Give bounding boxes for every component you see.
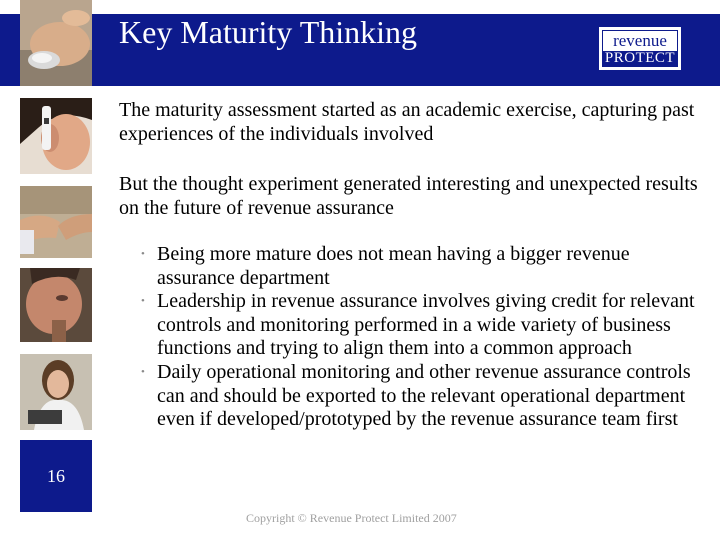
bullet-text: Leadership in revenue assurance involves giving credit for relevant controls and monitoring performed in a wide variety of business functions and trying to align them into a common approach <box>157 290 695 360</box>
list-item <box>139 243 699 290</box>
slide-number: 16 <box>47 466 65 486</box>
paragraph-1: The maturity assessment started as an academic exercise, capturing past experiences of the individuals involved <box>119 99 695 145</box>
bullet-list <box>139 243 699 432</box>
bullet-icon: • <box>141 295 145 308</box>
bullet-icon: • <box>141 365 145 378</box>
bullet-icon: • <box>141 248 145 260</box>
handshake-photo <box>20 186 92 258</box>
slide-title: Key Maturity Thinking <box>119 14 418 50</box>
list-item <box>139 361 699 432</box>
paragraph-2: But the thought experiment generated interesting and unexpected results on the future of revenue assurance <box>119 173 698 219</box>
logo-text-top: revenue <box>613 31 667 50</box>
computer-mouse-photo <box>20 0 92 86</box>
bullet-text: Being more mature does not mean having a bigger revenue assurance department <box>157 243 630 289</box>
slide-number-box <box>20 440 92 512</box>
logo-text-bottom: PROTECT <box>604 50 676 66</box>
man-face-photo <box>20 268 92 342</box>
list-item <box>139 290 699 361</box>
copyright-footer: Copyright © Revenue Protect Limited 2007 <box>246 511 457 525</box>
revenue-protect-logo <box>598 26 682 71</box>
bullet-text: Daily operational monitoring and other revenue assurance controls can and should be exported to the relevant operational department even if developed/prototyped by the revenue assurance team first <box>157 360 691 431</box>
ear-headset-photo <box>20 98 92 174</box>
woman-laptop-photo <box>20 354 92 430</box>
